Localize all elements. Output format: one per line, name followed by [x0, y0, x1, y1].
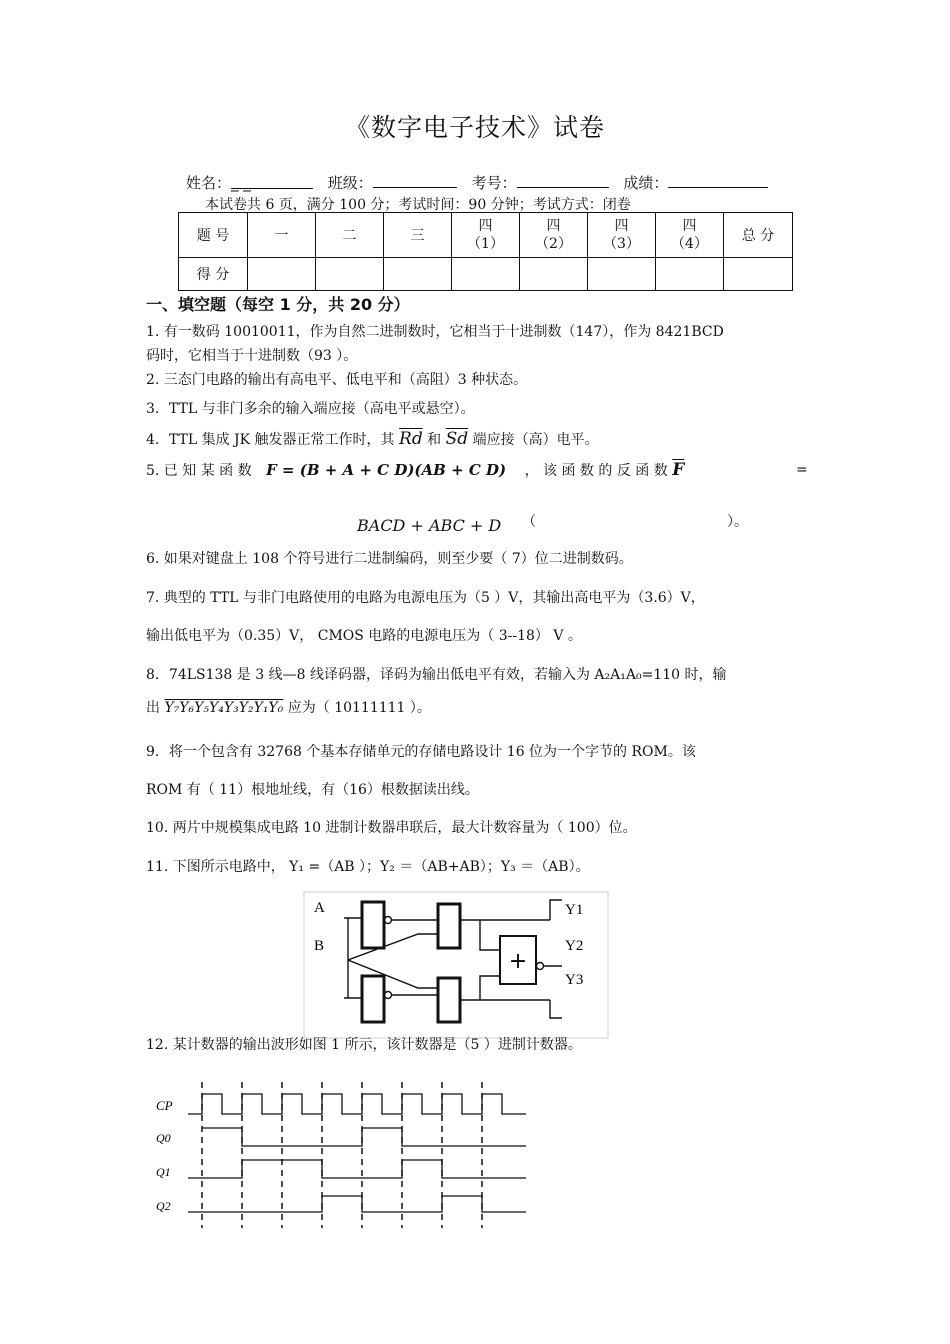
- question-8b: 出 Y₇Y₆Y₅Y₄Y₃Y₂Y₁Y₀ 应为（ 10111111 ）。: [146, 700, 431, 716]
- output-y3-label: Y3: [565, 972, 584, 988]
- y-outputs-symbol: Y₇Y₆Y₅Y₄Y₃Y₂Y₁Y₀: [164, 700, 284, 716]
- q5-expression: F = (B + A + C D)(AB + C D): [266, 461, 507, 479]
- question-4: 4．TTL 集成 JK 触发器正常工作时，其 $\overline{Rd}$ 和 $\overline{Sd}$ 端应接（高）电平。: [146, 429, 599, 449]
- q5-paren-right: ）。: [727, 514, 748, 530]
- header-cell: 三: [384, 213, 452, 258]
- question-2: 2. 三态门电路的输出有高电平、低电平和（高阻）3 种状态。: [146, 372, 528, 388]
- question-1b: 码时，它相当于十进制数（93 ）。: [146, 348, 358, 364]
- counter-waveform-diagram: [150, 1078, 540, 1230]
- name-field: _ _: [231, 174, 313, 189]
- score-cell: [384, 258, 452, 291]
- page-title: 《数字电子技术》试卷: [344, 113, 605, 142]
- input-b-label: B: [314, 938, 325, 954]
- output-y2-label: Y2: [565, 938, 584, 954]
- question-8a: 8．74LS138 是 3 线—8 线译码器，译码为输出低电平有效，若输入为 A₂A₁A₀=110 时，输: [146, 667, 727, 683]
- question-3: 3．TTL 与非门多余的输入端应接（高电平或悬空）。: [146, 401, 475, 417]
- header-cell: 四 （3）: [588, 213, 656, 258]
- row-label: 得 分: [179, 258, 248, 291]
- q5-answer: BACD + ABC + D: [357, 516, 502, 535]
- xor-symbol: +: [508, 949, 528, 974]
- header-cell: 二: [316, 213, 384, 258]
- class-field: [373, 173, 457, 188]
- header-cell: 四 （4）: [656, 213, 724, 258]
- question-10: 10. 两片中规模集成电路 10 进制计数器串联后，最大计数容量为（ 100）位。: [146, 820, 637, 836]
- score-cell: [520, 258, 588, 291]
- score-label: 成绩：: [623, 174, 669, 192]
- section-heading: 一、填空题（每空 1 分，共 20 分）: [146, 295, 410, 314]
- question-7a: 7. 典型的 TTL 与非门电路使用的电路为电源电压为（5 ）V，其输出高电平为（3.6）V，: [146, 590, 705, 606]
- question-6: 6. 如果对键盘上 108 个符号进行二进制编码，则至少要（ 7）位二进制数码。: [146, 551, 633, 567]
- question-11: 11. 下图所示电路中， Y₁ =（AB ）；Y₂ ＝（AB+AB）；Y₃ ＝（AB）。: [146, 859, 590, 875]
- header-cell: 四 （1）: [452, 213, 520, 258]
- id-field: [517, 173, 609, 188]
- question-9b: ROM 有（ 11）根地址线，有（16）根数据读出线。: [146, 782, 479, 798]
- logic-circuit-diagram: [300, 880, 620, 1040]
- f-bar-symbol: $\overline{F}$: [672, 460, 685, 480]
- header-cell: 一: [248, 213, 316, 258]
- score-cell: [316, 258, 384, 291]
- score-table-row: [179, 258, 793, 291]
- score-field: [668, 173, 768, 188]
- question-1a: 1. 有一数码 10010011，作为自然二进制数时，它相当于十进制数（147），作为 8421BCD: [146, 324, 724, 340]
- score-cell: [452, 258, 520, 291]
- output-y1-label: Y1: [565, 902, 584, 918]
- header-cell: 四 （2）: [520, 213, 588, 258]
- score-table-header: [179, 213, 793, 258]
- header-cell: 题 号: [179, 213, 248, 258]
- cp-label: CP: [156, 1098, 173, 1113]
- score-cell: [588, 258, 656, 291]
- score-table: [178, 212, 793, 291]
- input-a-label: A: [314, 900, 325, 916]
- question-5: 5. 已 知 某 函 数 F = (B + A + C D)(AB + C D) ， 该 函 数 的 反 函 数 $\overline{F}$ =: [146, 460, 808, 480]
- header-cell: 总 分: [724, 213, 793, 258]
- sd-symbol: $\overline{Sd}$: [445, 429, 469, 449]
- question-9a: 9．将一个包含有 32768 个基本存储单元的存储电路设计 16 位为一个字节的 ROM。该: [146, 744, 696, 760]
- student-info-line: [186, 172, 778, 193]
- score-cell: [656, 258, 724, 291]
- id-label: 考号：: [471, 174, 517, 192]
- question-7b: 输出低电平为（0.35）V， CMOS 电路的电源电压为（ 3--18） V 。: [146, 628, 582, 644]
- score-cell: [724, 258, 793, 291]
- rd-symbol: $\overline{Rd}$: [399, 429, 423, 449]
- score-cell: [248, 258, 316, 291]
- class-label: 班级：: [327, 174, 373, 192]
- q1-label: Q1: [156, 1165, 171, 1179]
- exam-note: 本试卷共 6 页，满分 100 分；考试时间：90 分钟；考试方式：闭卷: [205, 197, 631, 213]
- q0-label: Q0: [156, 1131, 171, 1145]
- q5-paren-left: （: [522, 514, 536, 530]
- question-12: 12. 某计数器的输出波形如图 1 所示，该计数器是（5 ）进制计数器。: [146, 1037, 582, 1053]
- q2-label: Q2: [156, 1199, 171, 1213]
- name-label: 姓名：: [186, 174, 232, 192]
